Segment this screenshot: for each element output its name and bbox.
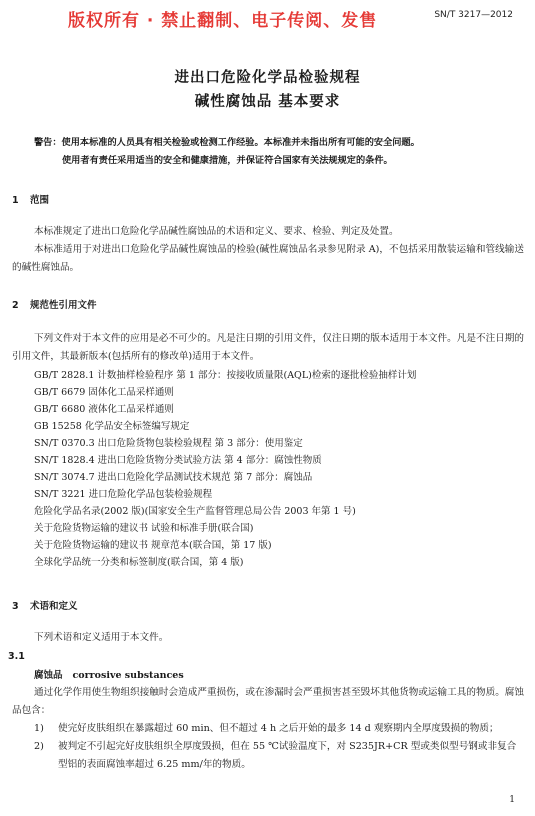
term-definition: 通过化学作用使生物组织接触时会造成严重损伤，或在渗漏时会严重损害甚至毁坏其他货物或运输工具的物质。腐蚀品包含： — [12, 687, 524, 716]
warning-block — [34, 134, 529, 170]
document-title — [0, 66, 535, 114]
warning-line-2: 使用者有责任采用适当的安全和健康措施，并保证符合国家有关法规规定的条件。 — [62, 155, 393, 166]
definition-list — [34, 720, 524, 774]
list-item-marker: 1) — [34, 723, 44, 734]
reference-item: SN/T 3221 进口危险化学品包装检验规程 — [34, 489, 213, 500]
term-chinese: 腐蚀品 — [34, 670, 63, 681]
section-2-heading — [12, 297, 97, 311]
reference-item: 关于危险货物运输的建议书 规章范本(联合国，第 17 版) — [34, 540, 272, 551]
watermark-text: 版权所有 · 禁止翻制、电子传阅、发售 — [68, 11, 378, 31]
section-1-paragraph-2: 本标准适用于对进出口危险化学品碱性腐蚀品的检验(碱性腐蚀品名录参见附录 A)，不包括采用散装运输和管线输送的碱性腐蚀品。 — [12, 244, 524, 273]
section-2-paragraph-1: 下列文件对于本文件的应用是必不可少的。凡是注日期的引用文件，仅注日期的版本适用于本文件。凡是不注日期的引用文件，其最新版本(包括所有的修改单)适用于本文件。 — [12, 333, 524, 362]
reference-item: GB/T 6680 液体化工品采样通则 — [34, 404, 174, 415]
list-item — [34, 720, 524, 738]
title-line-2: 碱性腐蚀品 基本要求 — [194, 94, 341, 110]
term-number: 3.1 — [8, 651, 25, 662]
list-item-text: 使完好皮肤组织在暴露超过 60 min、但不超过 4 h 之后开始的最多 14 d 观察期内全厚度毁损的物质； — [58, 723, 499, 734]
standard-number: SN/T 3217—2012 — [434, 10, 513, 20]
section-2-number: 2 — [12, 300, 19, 311]
term-heading — [34, 667, 184, 681]
reference-item: 关于危险货物运输的建议书 试验和标准手册(联合国) — [34, 523, 254, 534]
section-1-paragraph-1: 本标准规定了进出口危险化学品碱性腐蚀品的术语和定义、要求、检验、判定及处置。 — [34, 226, 399, 237]
section-1-number: 1 — [12, 195, 19, 206]
reference-item: GB/T 2828.1 计数抽样检验程序 第 1 部分：按接收质量限(AQL)检索的逐批检验抽样计划 — [34, 370, 417, 381]
page-number: 1 — [509, 795, 515, 805]
section-3-title: 术语和定义 — [30, 601, 78, 612]
reference-item: SN/T 0370.3 出口危险货物包装检验规程 第 3 部分：使用鉴定 — [34, 438, 303, 449]
reference-item: GB 15258 化学品安全标签编写规定 — [34, 421, 190, 432]
reference-item: 危险化学品名录(2002 版)(国家安全生产监督管理总局公告 2003 年第 1 号) — [34, 506, 356, 517]
section-3-heading — [12, 598, 78, 612]
list-item-text: 被判定不引起完好皮肤组织全厚度毁损，但在 55 ℃试验温度下，对 S235JR+CR 型或类似型号钢或非复合型铝的表面腐蚀率超过 6.25 mm/年的物质。 — [58, 741, 517, 770]
section-1-heading — [12, 192, 49, 206]
section-3-paragraph-1: 下列术语和定义适用于本文件。 — [34, 632, 169, 643]
warning-line-1: 警告：使用本标准的人员具有相关检验或检测工作经验。本标准并未指出所有可能的安全问题。 — [34, 137, 420, 148]
reference-item: SN/T 1828.4 进出口危险货物分类试验方法 第 4 部分：腐蚀性物质 — [34, 455, 322, 466]
reference-item: 全球化学品统一分类和标签制度(联合国，第 4 版) — [34, 557, 244, 568]
reference-item: SN/T 3074.7 进出口危险化学品测试技术规范 第 7 部分：腐蚀品 — [34, 472, 313, 483]
list-item-marker: 2) — [34, 741, 44, 752]
section-3-number: 3 — [12, 601, 19, 612]
section-2-title: 规范性引用文件 — [30, 300, 97, 311]
term-english: corrosive substances — [72, 670, 184, 681]
section-1-title: 范围 — [30, 195, 50, 206]
reference-item: GB/T 6679 固体化工品采样通则 — [34, 387, 174, 398]
reference-list — [34, 367, 416, 571]
title-line-1: 进出口危险化学品检验规程 — [174, 70, 361, 86]
list-item — [34, 738, 524, 774]
